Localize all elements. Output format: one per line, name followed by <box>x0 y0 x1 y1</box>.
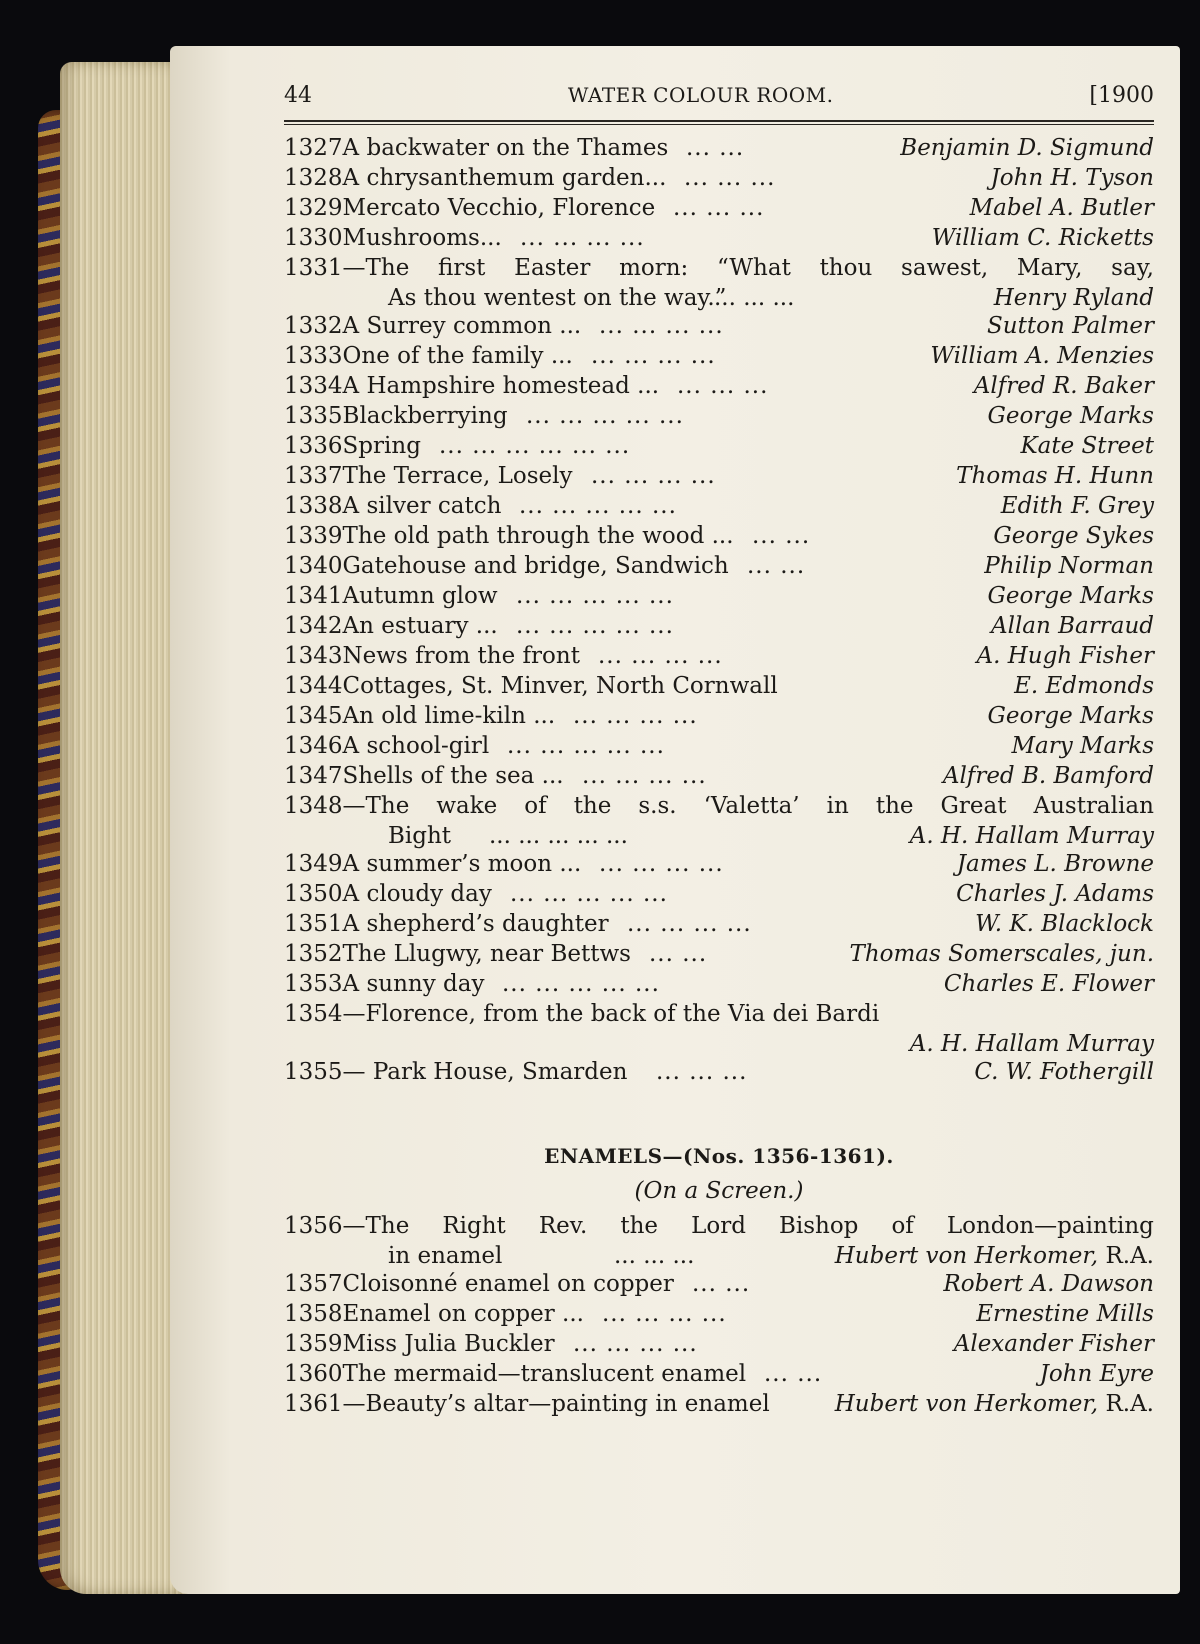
entry-1348-line2 <box>284 821 1154 849</box>
entry-list <box>284 133 1154 253</box>
entry-title: A silver catch <box>342 493 502 519</box>
entry-number: 1361 <box>284 1391 343 1417</box>
entry-number-title <box>284 491 501 521</box>
entry-1359 <box>284 1329 1154 1359</box>
leader-dots: ... ... ... ... ... <box>526 403 684 429</box>
entry-1358 <box>284 1299 1154 1329</box>
artist-suffix: R.A. <box>1105 1243 1154 1269</box>
entry-artist: Mary Marks <box>1011 733 1154 759</box>
entry-artist: George Marks <box>987 403 1154 429</box>
entry-title: Mushrooms... <box>342 225 502 251</box>
title-word: Rev. <box>538 1213 588 1239</box>
entry-title: News from the front <box>342 643 580 669</box>
entry-number: 1342 <box>284 613 343 639</box>
entry-1349 <box>284 849 1154 879</box>
leader-dots: ... ... ... ... <box>599 313 724 339</box>
entry-1344 <box>284 671 1154 701</box>
leader-dots: ... ... ... ... <box>598 643 723 669</box>
entry-1333 <box>284 341 1154 371</box>
title-word: Right <box>442 1213 506 1239</box>
entry-title: An old lime-kiln ... <box>342 703 556 729</box>
entry-number-title <box>284 671 778 701</box>
leader-dots: ... ... ... ... ... <box>516 613 674 639</box>
entry-1351 <box>284 909 1154 939</box>
entry-title: Blackberrying <box>342 403 508 429</box>
entry-artist <box>835 1241 1154 1271</box>
entry-number-title <box>284 1329 555 1359</box>
entry-1339 <box>284 521 1154 551</box>
entry-number: 1327 <box>284 135 343 161</box>
leader-dots: ... ... ... ... <box>591 343 716 369</box>
entry-1355 <box>284 1057 1154 1087</box>
leader-dots: ... ... ... <box>677 373 769 399</box>
entry-number: 1349 <box>284 851 343 877</box>
entry-title: A shepherd’s daughter <box>342 911 609 937</box>
entry-artist: George Sykes <box>993 523 1154 549</box>
leader-dots: ... ... ... <box>684 165 776 191</box>
entry-number: 1355 <box>284 1059 343 1085</box>
entry-number-title <box>284 371 659 401</box>
entry-title: A chrysanthemum garden... <box>342 165 667 191</box>
page-content <box>284 80 1154 1419</box>
page-number: 44 <box>284 83 312 108</box>
entry-title: Mercato Vecchio, Florence <box>342 195 656 221</box>
entry-1353 <box>284 969 1154 999</box>
entry-number: 1339 <box>284 523 343 549</box>
entry-1335 <box>284 401 1154 431</box>
title-word: Great <box>940 793 1007 819</box>
entry-number-title <box>284 1269 674 1299</box>
entry-title: Cloisonné enamel on copper <box>342 1271 674 1297</box>
entry-title: —Florence, from the back of the Via dei Bardi <box>342 1001 880 1027</box>
artist-name: Hubert von Herkomer, <box>834 1391 1099 1417</box>
entry-1332 <box>284 311 1154 341</box>
entry-1341 <box>284 581 1154 611</box>
title-word: Australian <box>1033 793 1154 819</box>
entry-1331-line1 <box>284 253 1154 283</box>
leader-dots: ... ... ... ... <box>520 225 645 251</box>
entry-artist: Alexander Fisher <box>953 1331 1154 1357</box>
leader-dots: ... ... ... <box>714 285 795 311</box>
entry-artist: Charles E. Flower <box>943 971 1154 997</box>
entry-number: 1340 <box>284 553 343 579</box>
entry-number: 1356 <box>284 1213 343 1239</box>
entry-number: 1341 <box>284 583 343 609</box>
title-word: say, <box>1111 255 1154 281</box>
entry-1357 <box>284 1269 1154 1299</box>
entry-number: 1344 <box>284 673 343 699</box>
entry-title-continued: in enamel <box>388 1243 503 1269</box>
entry-number: 1328 <box>284 165 343 191</box>
entry-artist: John Eyre <box>1039 1361 1154 1387</box>
entry-number: 1354 <box>284 1001 343 1027</box>
entry-number-title <box>284 551 729 581</box>
entry-title: — Park House, Smarden <box>342 1059 628 1085</box>
leader-dots: ... ... ... ... <box>599 851 724 877</box>
entry-title: A summer’s moon ... <box>342 851 582 877</box>
entry-number-title <box>284 431 421 461</box>
leader-dots: ... ... ... ... ... <box>502 971 660 997</box>
title-word: London—painting <box>946 1213 1154 1239</box>
entry-artist: Benjamin D. Sigmund <box>900 135 1154 161</box>
entry-number-title <box>284 939 631 969</box>
title-word: ‘Valetta’ <box>703 793 800 819</box>
entry-artist: Philip Norman <box>984 553 1154 579</box>
leader-dots: ... ... <box>649 941 708 967</box>
entry-number: 1357 <box>284 1271 343 1297</box>
entry-1345 <box>284 701 1154 731</box>
page-title: WATER COLOUR ROOM. <box>567 83 834 107</box>
entry-1354-line1 <box>284 999 1154 1029</box>
leader-dots: ... ... ... ... ... ... <box>439 433 631 459</box>
entry-number: 1352 <box>284 941 343 967</box>
entry-1338 <box>284 491 1154 521</box>
entry-title: The old path through the wood ... <box>342 523 734 549</box>
entry-number-title <box>284 731 489 761</box>
entry-1348-line1 <box>284 791 1154 821</box>
entry-title: One of the family ... <box>342 343 573 369</box>
entry-title-continued: Bight <box>388 823 452 849</box>
section-subheading: (On a Screen.) <box>634 1178 804 1204</box>
entry-title: A Surrey common ... <box>342 313 582 339</box>
leader-dots: ... ... ... ... <box>573 703 698 729</box>
entry-number-title <box>284 401 508 431</box>
entry-artist: George Marks <box>987 703 1154 729</box>
entry-number: 1329 <box>284 195 343 221</box>
entry-number-title <box>284 791 409 821</box>
entry-number-title <box>284 761 564 791</box>
entry-title: A sunny day <box>342 971 485 997</box>
entry-number-title <box>284 1389 770 1419</box>
entry-title: Miss Julia Buckler <box>342 1331 555 1357</box>
entry-1329 <box>284 193 1154 223</box>
title-word: s.s. <box>638 793 677 819</box>
entry-artist: W. K. Blacklock <box>975 911 1154 937</box>
entry-number-title <box>284 849 581 879</box>
header-rule-thin <box>284 124 1154 125</box>
entry-number: 1351 <box>284 911 343 937</box>
entry-number: 1346 <box>284 733 343 759</box>
entry-number-title <box>284 193 655 223</box>
entry-number-title <box>284 341 573 371</box>
leader-dots: ... ... ... <box>656 1059 748 1085</box>
entry-1340 <box>284 551 1154 581</box>
entry-artist: Alfred R. Baker <box>973 373 1154 399</box>
entry-number-title <box>284 879 492 909</box>
leader-dots: ... ... ... ... <box>602 1301 727 1327</box>
entry-1356-line2 <box>284 1241 1154 1269</box>
title-word: of <box>891 1213 914 1239</box>
title-word: Mary, <box>1016 255 1083 281</box>
entry-artist: William A. Menzies <box>930 343 1154 369</box>
artist-name: Hubert von Herkomer, <box>834 1243 1099 1269</box>
leader-dots: ... ... ... ... ... <box>519 493 677 519</box>
entry-number-title <box>284 1211 409 1241</box>
entry-title-continued: As thou wentest on the way.” <box>388 285 727 311</box>
entry-number: 1335 <box>284 403 343 429</box>
leader-dots: ... ... ... ... ... <box>516 583 674 609</box>
leader-dots: ... ... <box>692 1271 751 1297</box>
entry-title: A cloudy day <box>342 881 492 907</box>
entry-1356-line1 <box>284 1211 1154 1241</box>
entry-number-title <box>284 1359 746 1389</box>
title-word: sawest, <box>901 255 989 281</box>
entry-title: Gatehouse and bridge, Sandwich <box>342 553 729 579</box>
entry-1330 <box>284 223 1154 253</box>
entry-number: 1347 <box>284 763 343 789</box>
leader-dots: ... ... ... ... <box>582 763 707 789</box>
leader-dots: ... ... <box>752 523 811 549</box>
entry-number-title <box>284 969 484 999</box>
title-word: in <box>826 793 849 819</box>
entry-artist: Thomas Somerscales, jun. <box>849 941 1154 967</box>
running-header <box>284 80 1154 116</box>
entry-artist: Charles J. Adams <box>956 881 1154 907</box>
entry-number: 1332 <box>284 313 343 339</box>
entry-number: 1330 <box>284 225 343 251</box>
entry-number-title <box>284 1299 584 1329</box>
leader-dots: ... ... ... ... <box>591 463 716 489</box>
entry-artist: E. Edmonds <box>1014 673 1154 699</box>
entry-number-title <box>284 311 581 341</box>
entry-1327 <box>284 133 1154 163</box>
entry-title: A school-girl <box>342 733 490 759</box>
title-word: first <box>438 255 486 281</box>
entry-number: 1331 <box>284 255 343 281</box>
entry-artist <box>835 1389 1154 1419</box>
entry-artist: A. H. Hallam Murray <box>909 823 1154 849</box>
entry-number: 1358 <box>284 1301 343 1327</box>
entry-number: 1338 <box>284 493 343 519</box>
entry-number-title <box>284 611 498 641</box>
entry-number-title <box>284 909 609 939</box>
entry-1337 <box>284 461 1154 491</box>
entry-artist: Mabel A. Butler <box>969 195 1154 221</box>
entry-number: 1360 <box>284 1361 343 1387</box>
leader-dots: ... ... ... ... <box>573 1331 698 1357</box>
entry-1361 <box>284 1389 1154 1419</box>
entry-1343 <box>284 641 1154 671</box>
leader-dots: ... ... ... ... ... <box>510 881 668 907</box>
title-word: morn: <box>619 255 689 281</box>
entry-list <box>284 1269 1154 1389</box>
leader-dots: ... ... ... ... <box>627 911 752 937</box>
entry-1352 <box>284 939 1154 969</box>
year-marker: [1900 <box>1089 83 1154 108</box>
entry-artist: Edith F. Grey <box>1000 493 1154 519</box>
entry-number: 1353 <box>284 971 343 997</box>
entry-title: Cottages, St. Minver, North Cornwall <box>342 673 778 699</box>
title-word: thou <box>819 255 873 281</box>
entry-title: —Beauty’s altar—painting in enamel <box>342 1391 770 1417</box>
entry-number: 1333 <box>284 343 343 369</box>
entry-title: Shells of the sea ... <box>342 763 564 789</box>
entry-number-title <box>284 223 502 253</box>
title-word: Bishop <box>778 1213 859 1239</box>
entry-title: Enamel on copper ... <box>342 1301 584 1327</box>
title-word: the <box>875 793 914 819</box>
entry-artist: James L. Browne <box>956 851 1154 877</box>
leader-dots: ... ... ... ... ... <box>507 733 665 759</box>
entry-artist: Kate Street <box>1020 433 1154 459</box>
artist-suffix: R.A. <box>1105 1391 1154 1417</box>
entry-artist: George Marks <box>987 583 1154 609</box>
entry-title: Autumn glow <box>342 583 498 609</box>
entry-number: 1348 <box>284 793 343 819</box>
entry-1346 <box>284 731 1154 761</box>
entry-title: The Terrace, Losely <box>342 463 573 489</box>
entry-number: 1343 <box>284 643 343 669</box>
entry-artist: Thomas H. Hunn <box>956 463 1154 489</box>
entry-title: A backwater on the Thames <box>342 135 669 161</box>
entry-title: The mermaid—translucent enamel <box>342 1361 747 1387</box>
entry-number-title <box>284 253 409 283</box>
entry-number: 1350 <box>284 881 343 907</box>
entry-artist: William C. Ricketts <box>931 225 1154 251</box>
title-word: the <box>573 793 612 819</box>
title-word: Easter <box>514 255 591 281</box>
entry-number-title <box>284 163 666 193</box>
title-word: —The <box>342 1213 410 1239</box>
entry-title: The Llugwy, near Bettws <box>342 941 631 967</box>
entry-artist: A. Hugh Fisher <box>976 643 1154 669</box>
leader-dots: ... ... ... <box>673 195 765 221</box>
entry-1334 <box>284 371 1154 401</box>
entry-list <box>284 311 1154 791</box>
entry-number: 1359 <box>284 1331 343 1357</box>
entry-number-title <box>284 999 879 1029</box>
entry-1331-line2 <box>284 283 1154 311</box>
title-word: “What <box>717 255 791 281</box>
entry-number: 1337 <box>284 463 343 489</box>
entry-artist: C. W. Fothergill <box>974 1059 1154 1085</box>
title-word: —The <box>342 793 410 819</box>
entry-number-title <box>284 701 555 731</box>
entry-artist: Alfred B. Bamford <box>942 763 1154 789</box>
entry-number: 1345 <box>284 703 343 729</box>
entry-title: An estuary ... <box>342 613 498 639</box>
entry-1342 <box>284 611 1154 641</box>
entry-artist: Henry Ryland <box>993 285 1154 311</box>
entry-artist: Allan Barraud <box>990 613 1154 639</box>
title-word: —The <box>342 255 410 281</box>
entry-artist: Robert A. Dawson <box>943 1271 1154 1297</box>
leader-dots: ... ... ... ... ... <box>489 823 628 849</box>
entry-1360 <box>284 1359 1154 1389</box>
entry-number-title <box>284 461 573 491</box>
entry-number-title <box>284 133 668 163</box>
entry-title: Spring <box>342 433 421 459</box>
entry-artist: Sutton Palmer <box>987 313 1154 339</box>
entry-1347 <box>284 761 1154 791</box>
entry-number-title <box>284 1057 627 1087</box>
header-rule <box>284 120 1154 122</box>
entry-list <box>284 849 1154 999</box>
entry-1354-line2 <box>284 1029 1154 1057</box>
title-word: the <box>620 1213 659 1239</box>
title-word: of <box>524 793 547 819</box>
section-heading: ENAMELS—(Nos. 1356-1361). <box>544 1144 894 1168</box>
title-word: Lord <box>691 1213 746 1239</box>
entry-number-title <box>284 641 580 671</box>
entry-number: 1336 <box>284 433 343 459</box>
entry-1350 <box>284 879 1154 909</box>
leader-dots: ... ... ... <box>614 1243 695 1269</box>
entry-number: 1334 <box>284 373 343 399</box>
entry-number-title <box>284 521 734 551</box>
entry-artist: John H. Tyson <box>990 165 1154 191</box>
entry-number-title <box>284 581 498 611</box>
entry-artist: A. H. Hallam Murray <box>909 1031 1154 1057</box>
entry-title: A Hampshire homestead ... <box>342 373 660 399</box>
leader-dots: ... ... <box>686 135 745 161</box>
leader-dots: ... ... <box>764 1361 823 1387</box>
entry-artist: Ernestine Mills <box>976 1301 1154 1327</box>
title-word: wake <box>436 793 498 819</box>
leader-dots: ... ... <box>747 553 806 579</box>
entry-1336 <box>284 431 1154 461</box>
entry-1328 <box>284 163 1154 193</box>
